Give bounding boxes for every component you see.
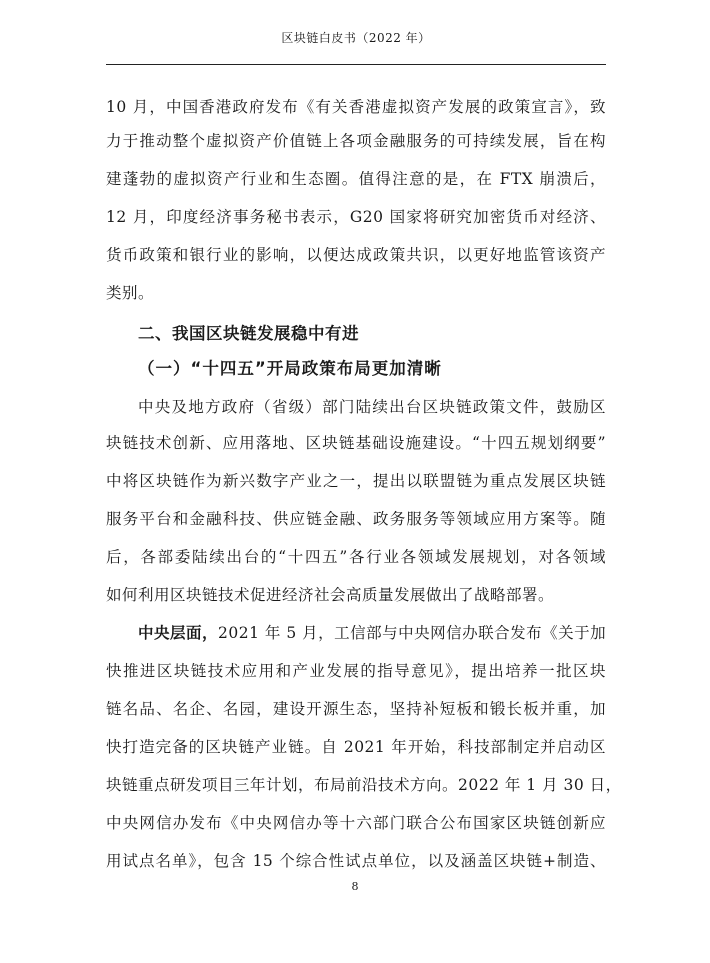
paragraph-line: 类别。 — [106, 284, 155, 302]
header-rule — [106, 64, 606, 65]
paragraph-line: 12 月，印度经济事务秘书表示，G20 国家将研究加密货币对经济、 — [106, 208, 606, 226]
subsection-heading: （一）“十四五”开局政策布局更加清晰 — [138, 359, 442, 378]
page-number: 8 — [351, 880, 359, 893]
paragraph-line: 服务平台和金融科技、供应链金融、政务服务等领域应用方案等。随 — [106, 510, 606, 528]
paragraph-line: 力于推动整个虚拟资产价值链上各项金融服务的可持续发展，旨在构 — [106, 132, 606, 150]
paragraph-line: 建蓬勃的虚拟资产行业和生态圈。值得注意的是，在 FTX 崩溃后， — [106, 170, 606, 188]
paragraph-line: 块链重点研发项目三年计划，布局前沿技术方向。2022 年 1 月 30 日， — [106, 776, 622, 794]
paragraph-line: 中将区块链作为新兴数字产业之一，提出以联盟链为重点发展区块链 — [106, 472, 606, 490]
lead-rest: 2021 年 5 月，工信部与中央网信办联合发布《关于加 — [218, 624, 607, 642]
paragraph-line: 后，各部委陆续出台的“十四五”各行业各领域发展规划，对各领域 — [106, 548, 606, 566]
paragraph-line: 中央网信办发布《中央网信办等十六部门联合公布国家区块链创新应 — [106, 814, 606, 832]
running-header: 区块链白皮书（2022 年） — [281, 31, 431, 45]
paragraph-line: 块链技术创新、应用落地、区块链基础设施建设。“十四五规划纲要” — [106, 434, 606, 452]
paragraph-line: 10 月，中国香港政府发布《有关香港虚拟资产发展的政策宣言》，致 — [106, 98, 606, 116]
paragraph-line: 用试点名单》，包含 15 个综合性试点单位，以及涵盖区块链+制造、 — [106, 852, 606, 870]
paragraph-line: 中央及地方政府（省级）部门陆续出台区块链政策文件，鼓励区 — [138, 398, 606, 416]
paragraph-line: 如何利用区块链技术促进经济社会高质量发展做出了战略部署。 — [106, 586, 555, 604]
paragraph-line: 货币政策和银行业的影响，以便达成政策共识，以更好地监管该资产 — [106, 246, 606, 264]
paragraph-line-lead — [138, 622, 606, 644]
paragraph-line: 快推进区块链技术应用和产业发展的指导意见》，提出培养一批区块 — [106, 662, 606, 680]
paragraph-line: 快打造完备的区块链产业链。自 2021 年开始，科技部制定并启动区 — [106, 738, 606, 756]
section-heading: 二、我国区块链发展稳中有进 — [138, 324, 359, 343]
lead-term: 中央层面， — [138, 624, 219, 642]
paragraph-line: 链名品、名企、名园，建设开源生态，坚持补短板和锻长板并重，加 — [106, 700, 606, 718]
